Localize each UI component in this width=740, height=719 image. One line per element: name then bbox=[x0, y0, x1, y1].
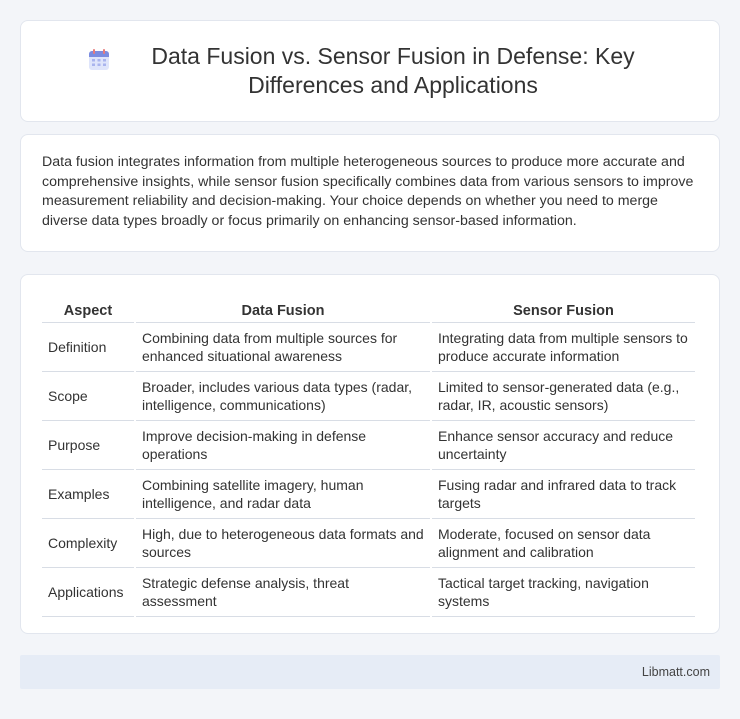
row-aspect: Applications bbox=[42, 568, 134, 617]
row-data-fusion: Improve decision-making in defense operations bbox=[136, 421, 430, 470]
row-data-fusion: High, due to heterogeneous data formats and sources bbox=[136, 519, 430, 568]
footer-site-label: Libmatt.com bbox=[641, 665, 710, 679]
title-card bbox=[20, 20, 720, 122]
row-aspect: Purpose bbox=[42, 421, 134, 470]
calendar-icon bbox=[87, 48, 111, 72]
row-sensor-fusion: Moderate, focused on sensor data alignment and calibration bbox=[432, 519, 695, 568]
row-sensor-fusion: Integrating data from multiple sensors to produce accurate information bbox=[432, 323, 695, 372]
table-row bbox=[42, 421, 695, 470]
header-data-fusion: Data Fusion bbox=[136, 295, 430, 323]
table-row bbox=[42, 372, 695, 421]
table-row bbox=[42, 519, 695, 568]
row-data-fusion: Combining satellite imagery, human intelligence, and radar data bbox=[136, 470, 430, 519]
row-sensor-fusion: Fusing radar and infrared data to track targets bbox=[432, 470, 695, 519]
row-aspect: Definition bbox=[42, 323, 134, 372]
table-row bbox=[42, 568, 695, 617]
row-sensor-fusion: Limited to sensor-generated data (e.g., radar, IR, acoustic sensors) bbox=[432, 372, 695, 421]
page-title: Data Fusion vs. Sensor Fusion in Defense: Key Differences and Applications bbox=[151, 43, 635, 98]
title-wrap bbox=[50, 42, 690, 100]
row-sensor-fusion: Enhance sensor accuracy and reduce uncertainty bbox=[432, 421, 695, 470]
header-sensor-fusion: Sensor Fusion bbox=[432, 295, 695, 323]
intro-card bbox=[20, 134, 720, 252]
row-data-fusion: Strategic defense analysis, threat assessment bbox=[136, 568, 430, 617]
intro-paragraph: Data fusion integrates information from multiple heterogeneous sources to produce more accurate and comprehensive insights, while sensor fusion specifically combines data from various sensors to improve measurement reliability and decision-making. Your choice depends on whether you need to merge diverse data types broadly or focus primarily on enhancing sensor-based information. bbox=[42, 154, 694, 229]
table-row bbox=[42, 323, 695, 372]
row-aspect: Scope bbox=[42, 372, 134, 421]
row-aspect: Examples bbox=[42, 470, 134, 519]
table-row bbox=[42, 470, 695, 519]
comparison-card bbox=[20, 274, 720, 634]
table-header-row bbox=[42, 295, 695, 323]
row-aspect: Complexity bbox=[42, 519, 134, 568]
row-data-fusion: Combining data from multiple sources for enhanced situational awareness bbox=[136, 323, 430, 372]
comparison-table bbox=[40, 295, 697, 617]
row-sensor-fusion: Tactical target tracking, navigation systems bbox=[432, 568, 695, 617]
footer bbox=[20, 655, 720, 689]
header-aspect: Aspect bbox=[42, 295, 134, 323]
row-data-fusion: Broader, includes various data types (radar, intelligence, communications) bbox=[136, 372, 430, 421]
